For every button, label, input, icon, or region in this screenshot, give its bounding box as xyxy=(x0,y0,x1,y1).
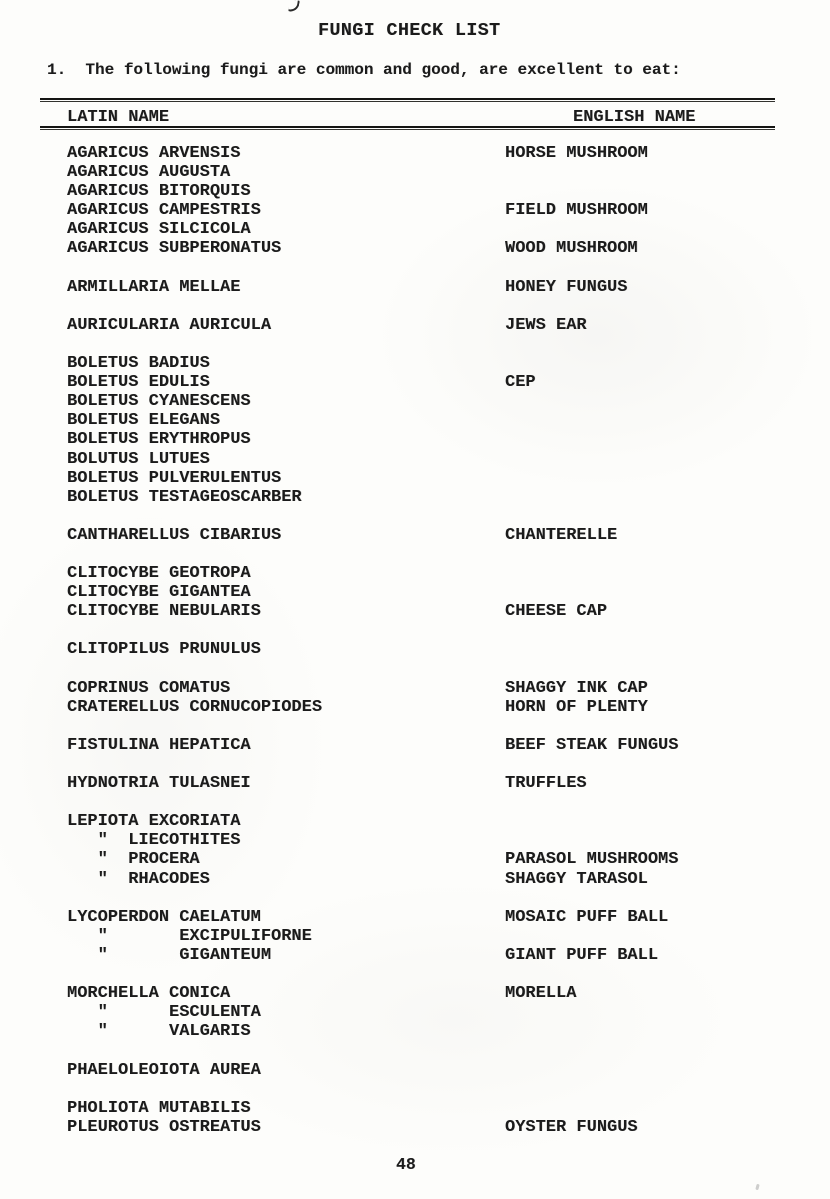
table-row xyxy=(0,679,830,698)
table-row xyxy=(0,640,830,659)
latin-name: CLITOCYBE GEOTROPA xyxy=(67,564,251,584)
header-rule-top xyxy=(40,98,775,102)
table-row-blank xyxy=(0,545,830,564)
latin-name: AGARICUS ARVENSIS xyxy=(67,144,241,163)
table-row xyxy=(0,583,830,602)
latin-name: AGARICUS BITORQUIS xyxy=(67,182,251,202)
english-name: SHAGGY INK CAP xyxy=(505,678,648,698)
table-row xyxy=(0,908,830,927)
fungi-table xyxy=(0,144,830,1137)
table-row xyxy=(0,1022,830,1041)
table-row-blank xyxy=(0,1041,830,1060)
table-row xyxy=(0,564,830,583)
table-row xyxy=(0,239,830,258)
header-rule-bottom xyxy=(40,126,775,130)
table-row xyxy=(0,411,830,430)
intro-line: 1. The following fungi are common and good, are excellent to eat: xyxy=(47,61,681,79)
english-name: MOSAIC PUFF BALL xyxy=(505,907,669,927)
latin-name: " EXCIPULIFORNE xyxy=(67,926,312,946)
table-row xyxy=(0,870,830,889)
latin-name: BOLETUS CYANESCENS xyxy=(67,392,251,412)
table-row-blank xyxy=(0,507,830,526)
english-name: JEWS EAR xyxy=(505,315,587,335)
table-row xyxy=(0,392,830,411)
table-row xyxy=(0,526,830,545)
page-number: 48 xyxy=(396,1155,416,1174)
column-header-english: ENGLISH NAME xyxy=(573,108,696,127)
english-name: HONEY FUNGUS xyxy=(505,277,628,297)
table-row xyxy=(0,602,830,621)
table-row xyxy=(0,812,830,831)
table-row xyxy=(0,144,830,163)
latin-name: " GIGANTEUM xyxy=(67,945,272,965)
table-row xyxy=(0,946,830,965)
table-row-blank xyxy=(0,717,830,736)
table-row xyxy=(0,201,830,220)
table-row xyxy=(0,220,830,239)
latin-name: MORCHELLA CONICA xyxy=(67,984,231,1004)
table-row xyxy=(0,182,830,201)
table-row-blank xyxy=(0,755,830,774)
table-row xyxy=(0,163,830,182)
english-name: HORSE MUSHROOM xyxy=(505,144,648,163)
latin-name: CLITOPILUS PRUNULUS xyxy=(67,640,261,660)
table-row xyxy=(0,469,830,488)
latin-name: CLITOCYBE GIGANTEA xyxy=(67,583,251,603)
latin-name: " LIECOTHITES xyxy=(67,831,241,851)
table-row-blank xyxy=(0,1080,830,1099)
table-row xyxy=(0,1003,830,1022)
table-row xyxy=(0,430,830,449)
table-row xyxy=(0,736,830,755)
table-row xyxy=(0,316,830,335)
faint-scan-speck xyxy=(755,1184,759,1191)
table-row-blank xyxy=(0,259,830,278)
table-row-blank xyxy=(0,965,830,984)
table-row xyxy=(0,1099,830,1118)
latin-name: AGARICUS SUBPERONATUS xyxy=(67,239,282,259)
table-row xyxy=(0,927,830,946)
latin-name: HYDNOTRIA TULASNEI xyxy=(67,774,251,794)
english-name: CHEESE CAP xyxy=(505,602,608,622)
table-row xyxy=(0,373,830,392)
latin-name: AGARICUS CAMPESTRIS xyxy=(67,201,261,221)
latin-name: " RHACODES xyxy=(67,869,210,889)
table-row-blank xyxy=(0,793,830,812)
latin-name: ARMILLARIA MELLAE xyxy=(67,277,241,297)
english-name: CEP xyxy=(505,373,536,393)
latin-name: " ESCULENTA xyxy=(67,1003,261,1023)
page-title: FUNGI CHECK LIST xyxy=(318,20,501,41)
english-name: HORN OF PLENTY xyxy=(505,697,648,717)
latin-name: BOLETUS ERYTHROPUS xyxy=(67,430,251,450)
english-name: GIANT PUFF BALL xyxy=(505,945,659,965)
latin-name: BOLUTUS LUTUES xyxy=(67,449,210,469)
english-name: CHANTERELLE xyxy=(505,525,618,545)
english-name: OYSTER FUNGUS xyxy=(505,1117,638,1137)
table-row-blank xyxy=(0,660,830,679)
latin-name: LEPIOTA EXCORIATA xyxy=(67,812,241,832)
latin-name: PHAELOLEOIOTA AUREA xyxy=(67,1060,261,1080)
latin-name: CLITOCYBE NEBULARIS xyxy=(67,602,261,622)
latin-name: AURICULARIA AURICULA xyxy=(67,315,272,335)
table-row xyxy=(0,278,830,297)
latin-name: COPRINUS COMATUS xyxy=(67,678,231,698)
english-name: MORELLA xyxy=(505,984,577,1004)
latin-name: CRATERELLUS CORNUCOPIODES xyxy=(67,697,323,717)
table-row xyxy=(0,450,830,469)
latin-name: AGARICUS AUGUSTA xyxy=(67,163,231,183)
english-name: PARASOL MUSHROOMS xyxy=(505,850,679,870)
table-row xyxy=(0,850,830,869)
table-row-blank xyxy=(0,621,830,640)
latin-name: BOLETUS BADIUS xyxy=(67,354,210,374)
latin-name: PHOLIOTA MUTABILIS xyxy=(67,1098,251,1118)
english-name: WOOD MUSHROOM xyxy=(505,239,638,259)
table-row-blank xyxy=(0,889,830,908)
table-row-blank xyxy=(0,297,830,316)
latin-name: AGARICUS SILCICOLA xyxy=(67,220,251,240)
latin-name: BOLETUS ELEGANS xyxy=(67,411,221,431)
latin-name: BOLETUS TESTAGEOSCARBER xyxy=(67,487,302,507)
latin-name: " VALGARIS xyxy=(67,1022,251,1042)
table-row xyxy=(0,774,830,793)
table-row xyxy=(0,698,830,717)
english-name: SHAGGY TARASOL xyxy=(505,869,648,889)
english-name: BEEF STEAK FUNGUS xyxy=(505,735,679,755)
column-header-latin: LATIN NAME xyxy=(67,108,170,127)
latin-name: BOLETUS PULVERULENTUS xyxy=(67,468,282,488)
latin-name: " PROCERA xyxy=(67,850,200,870)
latin-name: PLEUROTUS OSTREATUS xyxy=(67,1117,261,1137)
table-row xyxy=(0,354,830,373)
latin-name: LYCOPERDON CAELATUM xyxy=(67,907,261,927)
table-row xyxy=(0,488,830,507)
table-row xyxy=(0,984,830,1003)
table-row xyxy=(0,831,830,850)
table-row-blank xyxy=(0,335,830,354)
table-row xyxy=(0,1061,830,1080)
english-name: FIELD MUSHROOM xyxy=(505,201,648,221)
latin-name: BOLETUS EDULIS xyxy=(67,373,210,393)
latin-name: CANTHARELLUS CIBARIUS xyxy=(67,525,282,545)
stray-scan-mark xyxy=(288,0,300,13)
latin-name: FISTULINA HEPATICA xyxy=(67,735,251,755)
english-name: TRUFFLES xyxy=(505,774,587,794)
table-row xyxy=(0,1118,830,1137)
